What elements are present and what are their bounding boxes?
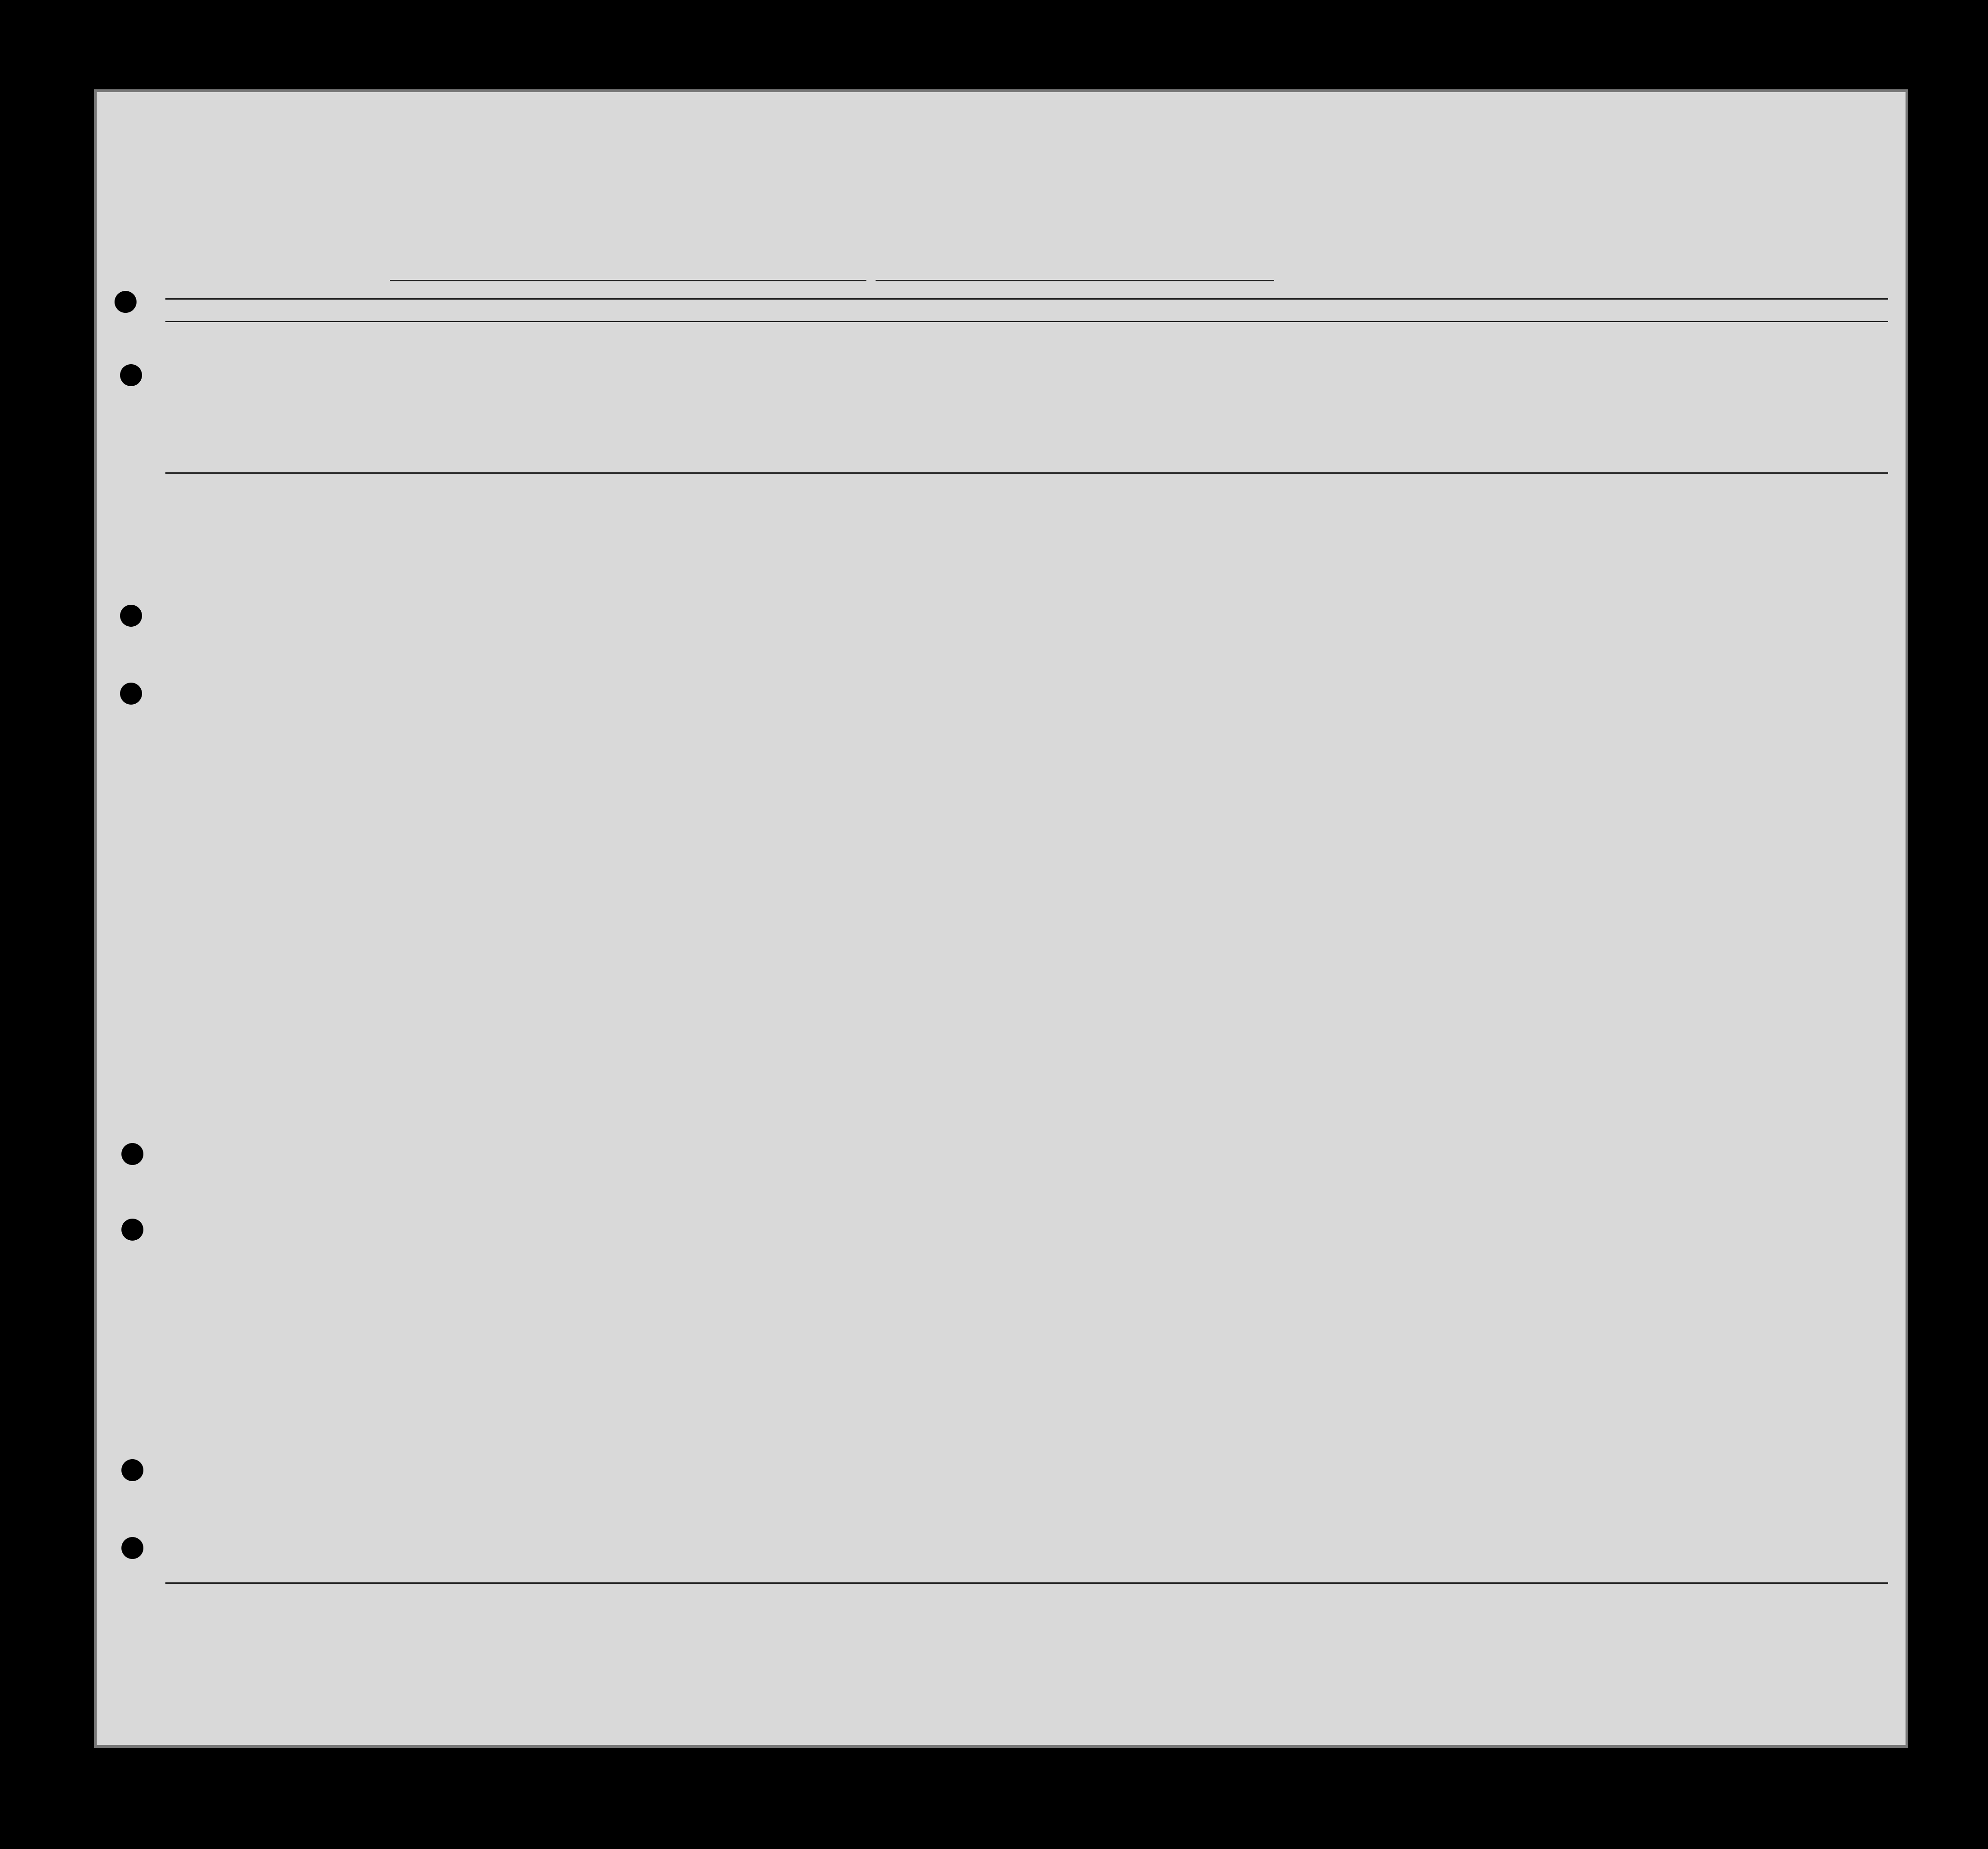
binder-hole bbox=[115, 291, 137, 313]
header-bottom-rule bbox=[165, 472, 1888, 474]
binder-hole bbox=[120, 364, 142, 386]
binder-hole bbox=[120, 605, 142, 627]
binder-hole bbox=[120, 683, 142, 705]
binder-hole bbox=[121, 1459, 143, 1481]
binder-hole bbox=[121, 1537, 143, 1559]
table-frame bbox=[165, 298, 1888, 1584]
header-rule bbox=[165, 321, 1888, 322]
manifest-sheet bbox=[94, 89, 1908, 1748]
binder-hole bbox=[121, 1143, 143, 1165]
binder-hole bbox=[121, 1219, 143, 1241]
port-underline bbox=[390, 280, 866, 281]
date-underline bbox=[876, 280, 1274, 281]
